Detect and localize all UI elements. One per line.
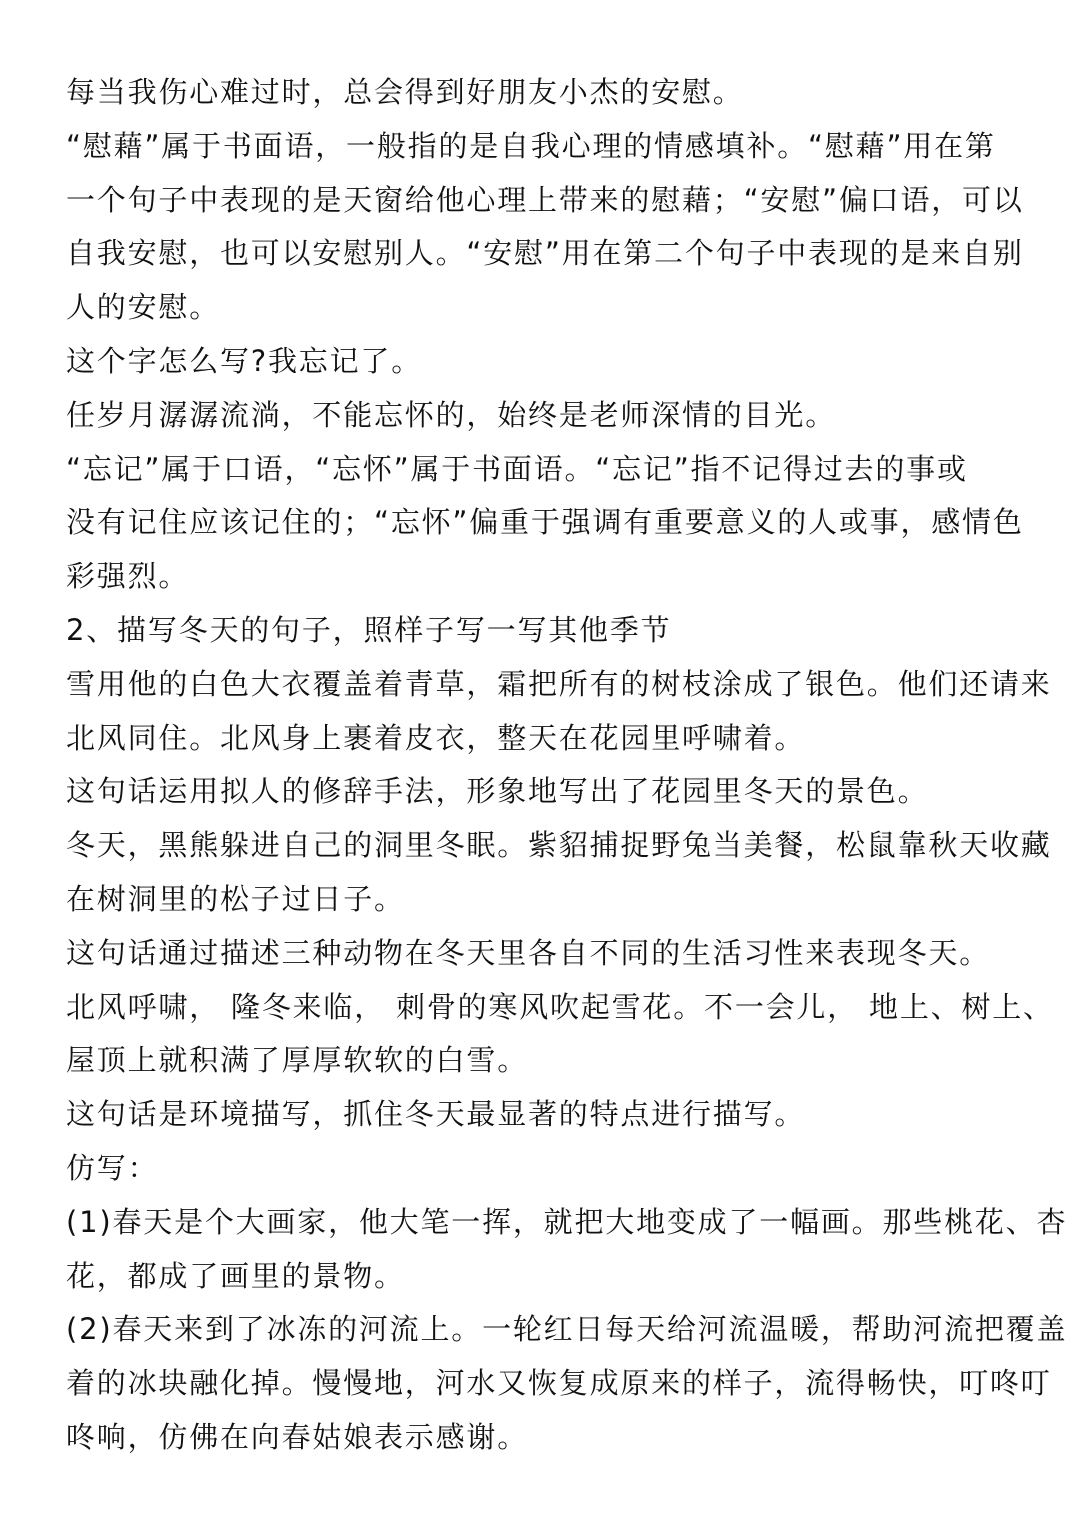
paragraph	[66, 443, 1024, 604]
text-line: (2)春天来到了冰冻的河流上。一轮红日每天给河流温暖，帮助河流把覆盖	[66, 1312, 1068, 1347]
text-line: 屋顶上就积满了厚厚软软的白雪。	[66, 1043, 529, 1078]
section-heading	[66, 604, 1006, 658]
text-line: 仿写：	[66, 1150, 159, 1185]
text-line: 咚响，仿佛在向春姑娘表示感谢。	[66, 1419, 529, 1454]
text-line: 着的冰块融化掉。慢慢地，河水又恢复成原来的样子，流得畅快，叮咚叮	[66, 1366, 1052, 1401]
document-page	[66, 66, 1068, 1465]
text-line: “慰藉”属于书面语，一般指的是自我心理的情感填补。“慰藉”用在第	[66, 128, 996, 163]
paragraph	[66, 927, 1006, 981]
paragraph	[66, 765, 1006, 819]
paragraph	[66, 1088, 1006, 1142]
paragraph	[66, 658, 1052, 766]
text-line: 北风同住。北风身上裹着皮衣，整天在花园里呼啸着。	[66, 720, 806, 755]
paragraph	[66, 66, 1006, 120]
text-line: 任岁月潺潺流淌，不能忘怀的，始终是老师深情的目光。	[66, 397, 837, 432]
paragraph	[66, 389, 1006, 443]
text-line: 北风呼啸， 隆冬来临， 刺骨的寒风吹起雪花。不一会儿， 地上、树上、	[66, 989, 1054, 1024]
text-line: 这句话通过描述三种动物在冬天里各自不同的生活习性来表现冬天。	[66, 935, 991, 970]
text-line: 人的安慰。	[66, 290, 221, 325]
text-line: 一个句子中表现的是天窗给他心理上带来的慰藉；“安慰”偏口语，可以	[66, 182, 1024, 217]
text-line: 雪用他的白色大衣覆盖着青草，霜把所有的树枝涂成了银色。他们还请来	[66, 666, 1052, 701]
paragraph	[66, 1303, 1068, 1464]
text-line: 这句话运用拟人的修辞手法，形象地写出了花园里冬天的景色。	[66, 774, 929, 809]
paragraph	[66, 819, 1052, 927]
text-line: 花，都成了画里的景物。	[66, 1258, 405, 1293]
text-line: 自我安慰，也可以安慰别人。“安慰”用在第二个句子中表现的是来自别	[66, 236, 1024, 271]
paragraph	[66, 120, 1024, 335]
text-line: 2、描写冬天的句子，照样子写一写其他季节	[66, 612, 672, 647]
paragraph	[66, 335, 1006, 389]
paragraph	[66, 1142, 1006, 1196]
text-line: (1)春天是个大画家，他大笔一挥，就把大地变成了一幅画。那些桃花、杏	[66, 1204, 1068, 1239]
text-line: 这个字怎么写?我忘记了。	[66, 343, 422, 378]
paragraph	[66, 981, 1054, 1089]
text-line: 没有记住应该记住的；“忘怀”偏重于强调有重要意义的人或事，感情色	[66, 505, 1024, 540]
text-line: “忘记”属于口语，“忘怀”属于书面语。“忘记”指不记得过去的事或	[66, 451, 968, 486]
text-line: 冬天，黑熊躲进自己的洞里冬眠。紫貂捕捉野兔当美餐，松鼠靠秋天收藏	[66, 828, 1052, 863]
text-line: 在树洞里的松子过日子。	[66, 881, 405, 916]
text-line: 这句话是环境描写，抓住冬天最显著的特点进行描写。	[66, 1097, 806, 1132]
text-line: 每当我伤心难过时，总会得到好朋友小杰的安慰。	[66, 75, 744, 109]
paragraph	[66, 1196, 1068, 1304]
text-line: 彩强烈。	[66, 559, 190, 594]
